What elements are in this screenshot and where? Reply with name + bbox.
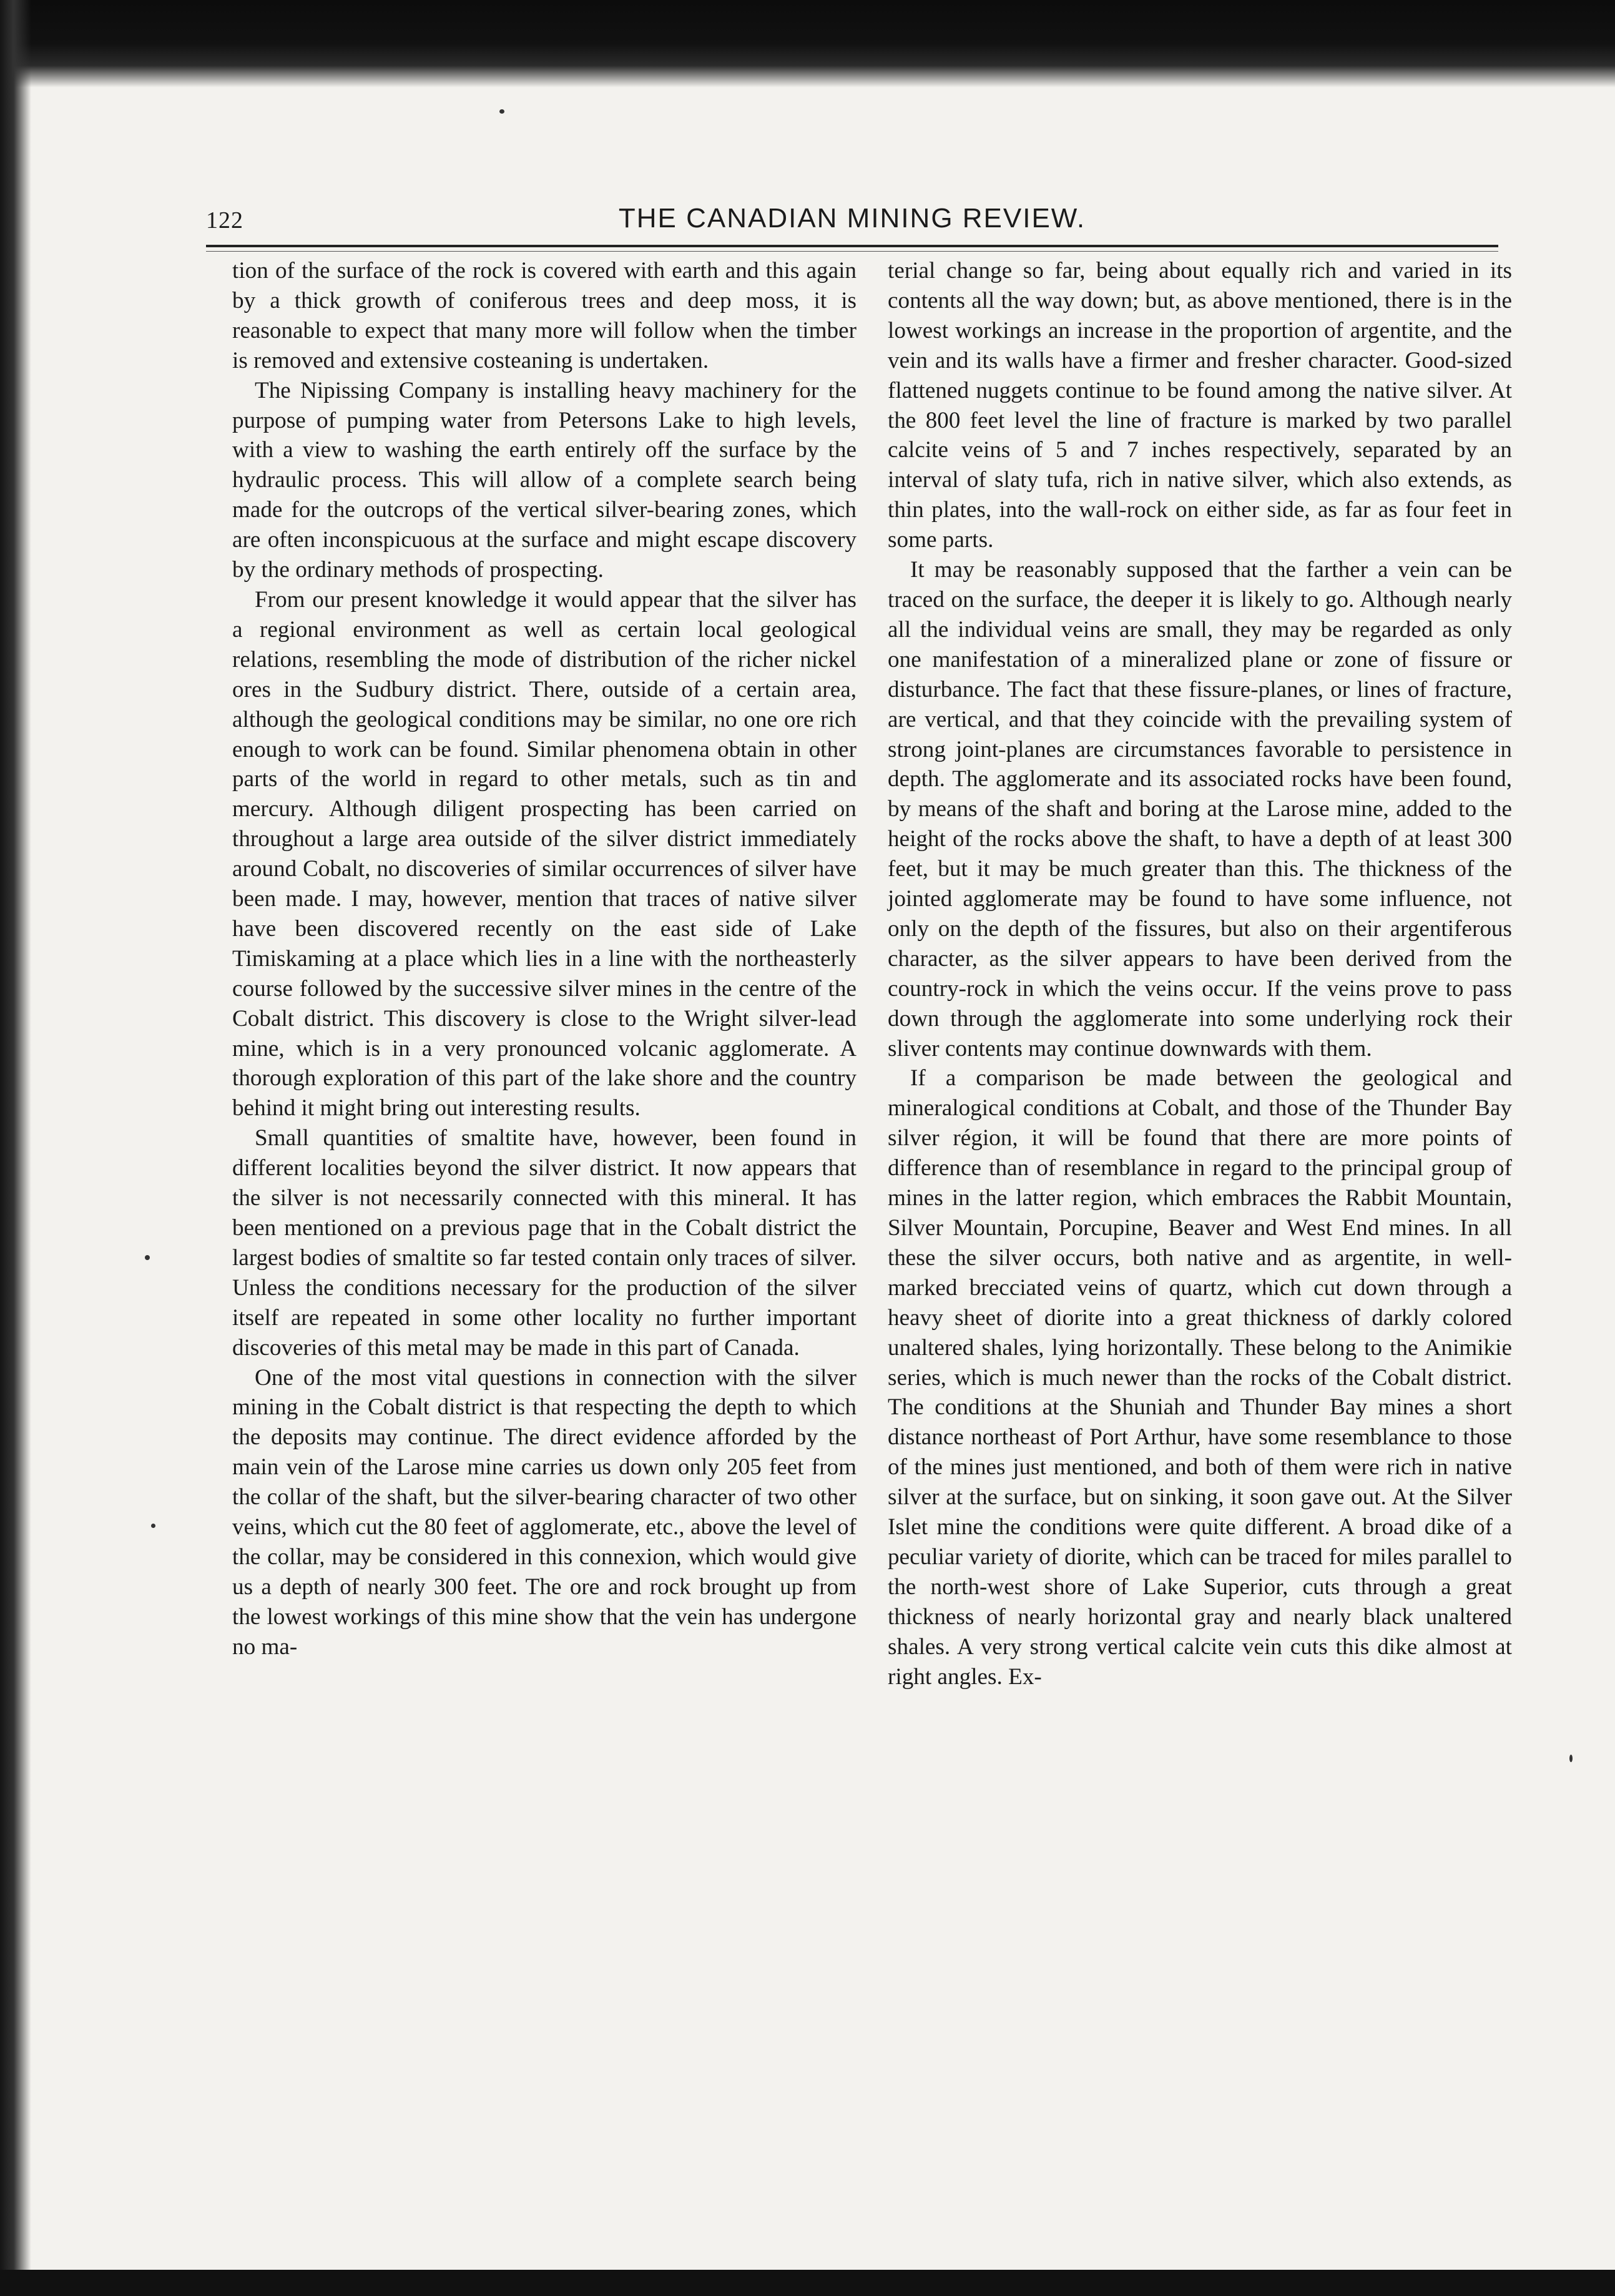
scan-edge-bottom bbox=[0, 2270, 1615, 2296]
paragraph: Small quantities of smaltite have, however, been found in different localities beyond the silver district. It now appears that the silver is not necessarily connected with this mineral. It has been mentioned on a previous page that in the Cobalt district the largest bodies of smaltite so far tested contain only traces of silver. Unless the conditions necessary for the production of the silver itself are repeated in some other locality no further important discoveries of this metal may be made in this part of Canada. bbox=[232, 1125, 857, 1361]
speck bbox=[499, 109, 504, 114]
page-header bbox=[206, 203, 1498, 240]
paragraph: From our present knowledge it would appear that the silver has a regional environment as well as certain local geological relations, resembling the mode of distribution of the richer nickel ores in the Sudbury district. There, outside of a certain area, although the geological conditions may be similar, no one ore rich enough to work can be found. Similar phenomena obtain in other parts of the world in regard to other metals, such as tin and mercury. Although diligent prospecting has been carried on throughout a large area outside of the silver district immediately around Cobalt, no discoveries of similar occurrences of silver have been made. I may, however, mention that traces of native silver have been discovered recently on the east side of Lake Timiskaming at a place which lies in a line with the northeasterly course followed by the successive silver mines in the centre of the Cobalt district. This discovery is close to the Wright silver-lead mine, which is in a very pronounced volcanic agglomerate. A thorough exploration of this part of the lake shore and the country behind it might bring out interesting results. bbox=[232, 586, 857, 1121]
scan-edge-top bbox=[0, 0, 1615, 100]
header-rule-thin bbox=[206, 251, 1498, 252]
right-column bbox=[888, 256, 1512, 1692]
paragraph: tion of the surface of the rock is covered with earth and this again by a thick growth of coniferous trees and deep moss, it is reasonable to expect that many more will follow when the timber is removed and extensive costeaning is undertaken. bbox=[232, 258, 857, 373]
scan-edge-left bbox=[0, 0, 31, 2296]
speck bbox=[1569, 1755, 1573, 1762]
speck bbox=[145, 1255, 150, 1260]
paragraph: The Nipissing Company is installing heavy machinery for the purpose of pumping water from Petersons Lake to high levels, with a view to washing the earth entirely off the surface by the hydraulic process. This will allow of a complete search being made for the outcrops of the vertical silver-bearing zones, which are often inconspicuous at the surface and might escape discovery by the ordinary methods of prospecting. bbox=[232, 377, 857, 583]
header-rule bbox=[206, 245, 1498, 247]
paragraph: One of the most vital questions in connection with the silver mining in the Cobalt district is that respecting the depth to which the deposits may continue. The direct evidence afforded by the main vein of the Larose mine carries us down only 205 feet from the collar of the shaft, but the silver-bearing character of two other veins, which cut the 80 feet of agglomerate, etc., above the level of the collar, may be considered in this connexion, which would give us a depth of nearly 300 feet. The ore and rock brought up from the lowest workings of this mine show that the vein has undergone no ma- bbox=[232, 1364, 857, 1660]
left-column bbox=[232, 256, 857, 1662]
speck bbox=[151, 1524, 155, 1528]
paragraph: terial change so far, being about equally rich and varied in its contents all the way down; but, as above mentioned, there is in the lowest workings an increase in the proportion of argentite, and the vein and its walls have a firmer and fresher character. Good-sized flattened nuggets continue to be found among the native silver. At the 800 feet level the line of fracture is marked by two parallel calcite veins of 5 and 7 inches respectively, separated by an interval of slaty tufa, rich in native silver, which also extends, as thin plates, into the wall-rock on either side, as far as four feet in some parts. bbox=[888, 258, 1512, 553]
paragraph: If a comparison be made between the geological and mineralogical conditions at Cobalt, and those of the Thunder Bay silver région, it will be found that there are more points of difference than of resemblance in regard to the principal group of mines in the latter region, which embraces the Rabbit Mountain, Silver Mountain, Porcupine, Beaver and West End mines. In all these the silver occurs, both native and as argentite, in well-marked brecciated veins of quartz, which cut down through a heavy sheet of diorite into a great thickness of darkly colored unaltered shales, lying horizontally. These belong to the Animikie series, which is much newer than the rocks of the Cobalt district. The conditions at the Shuniah and Thunder Bay mines a short distance northeast of Port Arthur, have some resemblance to those of the mines just mentioned, and both of them were rich in native silver at the surface, but on sinking, it soon gave out. At the Silver Islet mine the conditions were quite different. A broad dike of a peculiar variety of diorite, which can be traced for miles parallel to the north-west shore of Lake Superior, cuts through a great thickness of nearly horizontal gray and nearly black unaltered shales. A very strong vertical calcite vein cuts this dike almost at right angles. Ex- bbox=[888, 1065, 1512, 1690]
paragraph: It may be reasonably supposed that the farther a vein can be traced on the surface, the deeper it is likely to go. Although nearly all the individual veins are small, they may be regarded as only one manifestation of a mineralized plane or zone of fissure or disturbance. The fact that these fissure-planes, or lines of fracture, are vertical, and that they coincide with the prevailing system of strong joint-planes are circumstances favorable to persistence in depth. The agglomerate and its associated rocks have been found, by means of the shaft and boring at the Larose mine, added to the height of the rocks above the shaft, to have a depth of at least 300 feet, but it may be much greater than this. The thickness of the jointed agglomerate may be found to have some influence, not only on the depth of the fissures, but also on their argentiferous character, as the silver appears to have been derived from the country-rock in which the veins occur. If the veins prove to pass down through the agglomerate into some underlying rock their sliver contents may continue downwards with them. bbox=[888, 557, 1512, 1062]
running-title: THE CANADIAN MINING REVIEW. bbox=[618, 203, 1086, 234]
page-number: 122 bbox=[206, 207, 243, 234]
